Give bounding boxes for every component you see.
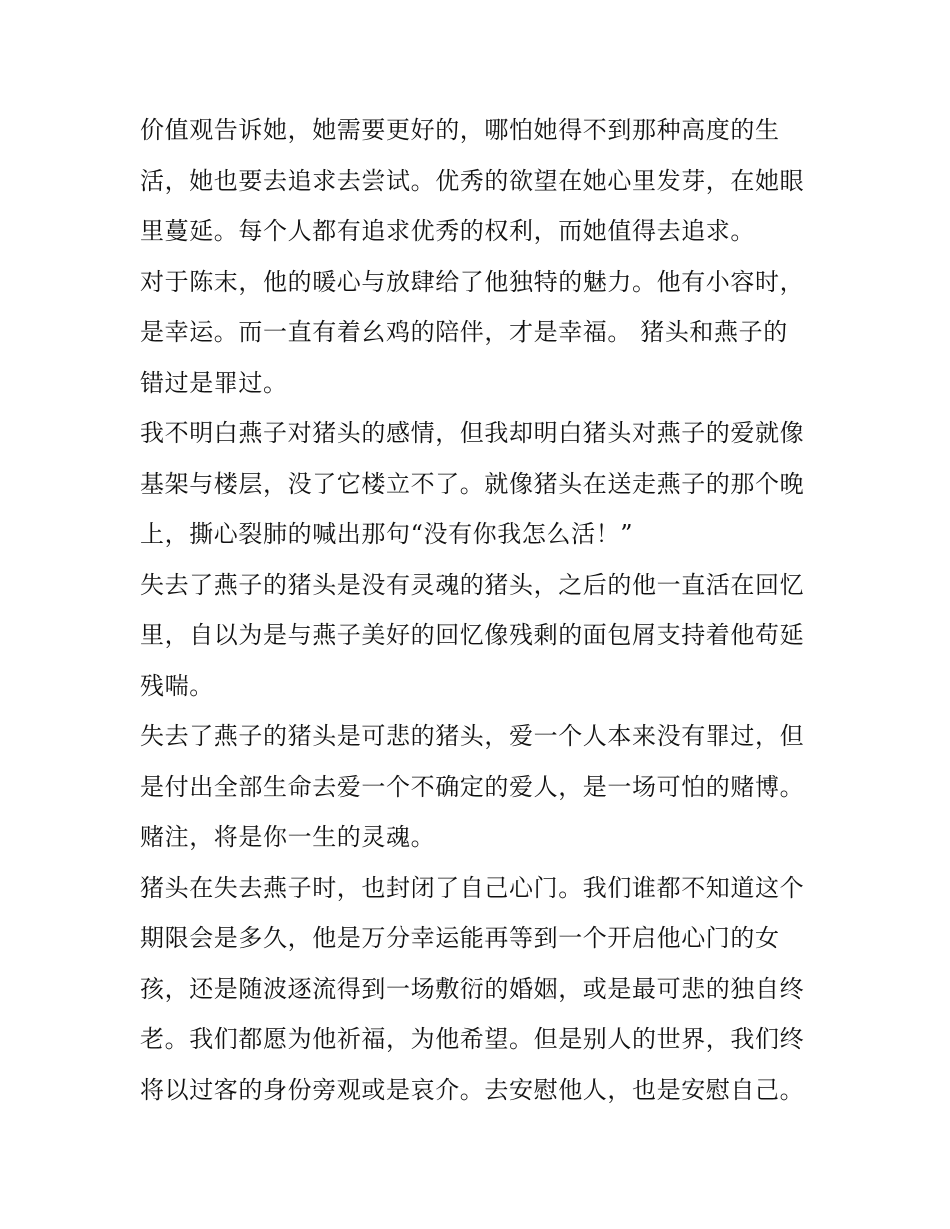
text-line: 基架与楼层，没了它楼立不了。就像猪头在送走燕子的那个晚	[140, 470, 805, 498]
text-line: 失去了燕子的猪头是没有灵魂的猪头，之后的他一直活在回忆	[140, 571, 805, 599]
text-line: 失去了燕子的猪头是可悲的猪头，爱一个人本来没有罪过，但	[140, 722, 805, 750]
text-line: 活，她也要去追求去尝试。优秀的欲望在她心里发芽，在她眼	[140, 167, 805, 195]
text-line: 期限会是多久，他是万分幸运能再等到一个开启他心门的女	[140, 924, 780, 952]
text-line: 猪头在失去燕子时，也封闭了自己心门。我们谁都不知道这个	[140, 874, 805, 902]
text-line: 错过是罪过。	[140, 369, 288, 397]
text-line: 赌注，将是你一生的灵魂。	[140, 823, 436, 851]
text-line: 价值观告诉她，她需要更好的，哪怕她得不到那种高度的生	[140, 116, 780, 144]
text-line: 里，自以为是与燕子美好的回忆像残剩的面包屑支持着他苟延	[140, 621, 805, 649]
text-line: 我不明白燕子对猪头的感情，但我却明白猪头对燕子的爱就像	[140, 419, 805, 447]
text-line: 是付出全部生命去爱一个不确定的爱人，是一场可怕的赌博。	[140, 773, 805, 801]
text-line: 里蔓延。每个人都有追求优秀的权利，而她值得去追求。	[140, 217, 755, 245]
text-line: 对于陈末，他的暖心与放肆给了他独特的魅力。他有小容时，	[140, 268, 805, 296]
text-line: 孩，还是随波逐流得到一场敷衍的婚姻，或是最可悲的独自终	[140, 975, 805, 1003]
text-line: 老。我们都愿为他祈福，为他希望。但是别人的世界，我们终	[140, 1025, 805, 1053]
text-line: 上，撕心裂肺的喊出那句“没有你我怎么活！”	[140, 520, 634, 548]
text-line: 残喘。	[140, 672, 214, 700]
text-line: 将以过客的身份旁观或是哀介。去安慰他人，也是安慰自己。	[140, 1076, 805, 1104]
text-line: 是幸运。而一直有着幺鸡的陪伴，才是幸福。 猪头和燕子的	[140, 318, 788, 346]
